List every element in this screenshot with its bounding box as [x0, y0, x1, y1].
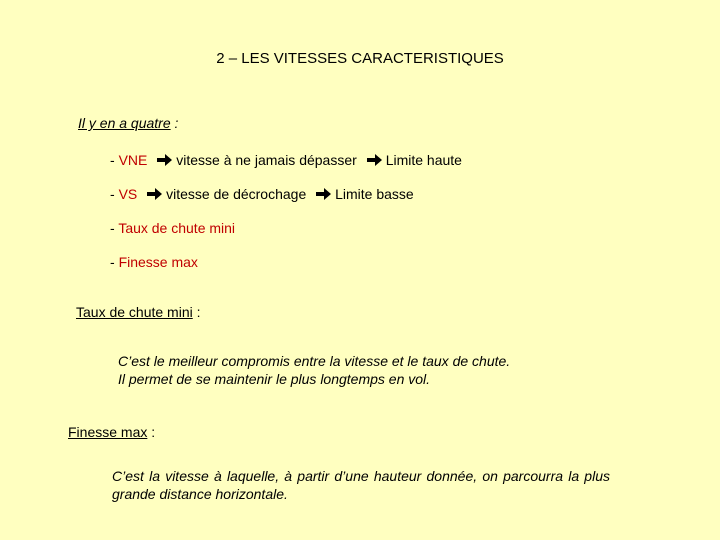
intro-suffix: : [170, 115, 179, 131]
list-item-finesse [110, 254, 198, 270]
page-title: 2 – LES VITESSES CARACTERISTIQUES [216, 50, 504, 67]
list-dash: - [110, 254, 119, 270]
intro-label: Il y en a quatre [78, 115, 171, 131]
right-arrow-icon [316, 188, 331, 200]
finesse-heading-suffix: : [147, 424, 156, 440]
finesse-heading-text: Finesse max [68, 424, 148, 440]
vne-description: vitesse à ne jamais dépasser [176, 152, 357, 168]
list-item-vs [110, 186, 414, 202]
taux-heading-text: Taux de chute mini [76, 304, 193, 320]
intro-line [78, 115, 178, 131]
list-dash: - [110, 186, 119, 202]
vne-abbr: VNE [118, 152, 148, 168]
taux-line-1: C’est le meilleur compromis entre la vitesse et le taux de chute. [118, 353, 511, 369]
vs-description: vitesse de décrochage [166, 186, 307, 202]
finesse-section-heading [68, 424, 155, 440]
right-arrow-icon [157, 154, 172, 166]
right-arrow-icon [367, 154, 382, 166]
vs-limit: Limite basse [335, 186, 414, 202]
list-dash: - [110, 220, 119, 236]
taux-paragraph [118, 352, 558, 388]
taux-line-2: Il permet de se maintenir le plus longtemps en vol. [118, 371, 431, 387]
finesse-label: Finesse max [118, 254, 198, 270]
list-dash: - [110, 152, 119, 168]
vs-abbr: VS [118, 186, 138, 202]
taux-heading-suffix: : [192, 304, 201, 320]
vne-limit: Limite haute [385, 152, 462, 168]
list-item-vne [110, 152, 462, 168]
finesse-paragraph: C’est la vitesse à laquelle, à partir d’une hauteur donnée, on parcourra la plus grande distance horizontale. [112, 468, 610, 502]
taux-de-chute-label: Taux de chute mini [118, 220, 236, 236]
list-item-taux-de-chute [110, 220, 235, 236]
taux-section-heading [76, 304, 201, 320]
right-arrow-icon [147, 188, 162, 200]
